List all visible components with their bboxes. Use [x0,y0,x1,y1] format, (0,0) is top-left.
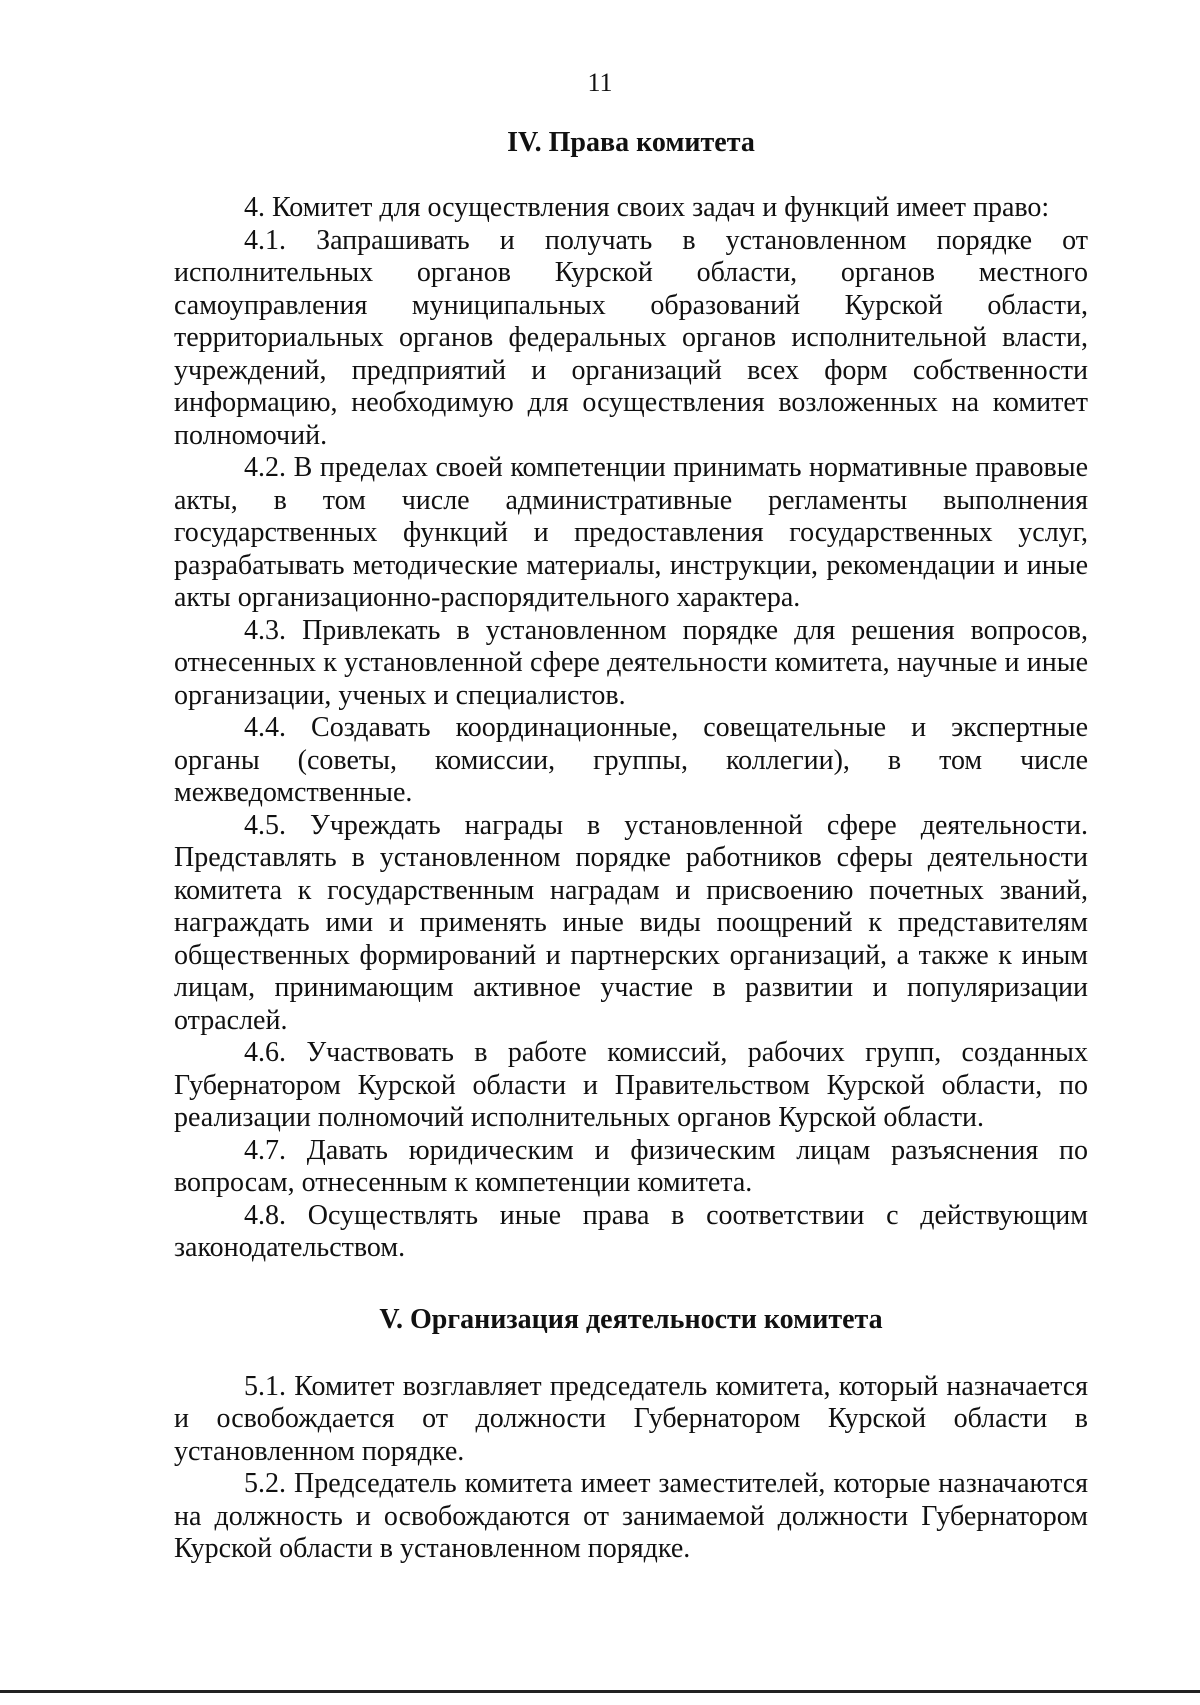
paragraph-4-5: 4.5. Учреждать награды в установленной сфере деятельности. Представлять в установленном порядке работников сферы деятельности комитета к государственным наградам и присвоению почетных званий, награждать ими и применять иные виды поощрений к представителям общественных формирований и партнерских организаций, а также к иным лицам, принимающим активное участие в развитии и популяризации отраслей. [174,809,1088,1036]
section-4-title: IV. Права комитета [507,127,755,158]
paragraph-4-8: 4.8. Осуществлять иные права в соответствии с действующим законодательством. [174,1199,1088,1263]
section-5-title: V. Организация деятельности комитета [379,1303,883,1335]
paragraph-5-1: 5.1. Комитет возглавляет председатель комитета, который назначается и освобождается от должности Губернатором Курской области в установленном порядке. [174,1370,1088,1467]
paragraph-4-1: 4.1. Запрашивать и получать в установленном порядке от исполнительных органов Курской области, органов местного самоуправления муниципальных образований Курской области, территориальных органов федеральных органов исполнительной власти, учреждений, предприятий и организаций всех форм собственности информацию, необходимую для осуществления возложенных на комитет полномочий. [174,224,1088,451]
paragraph-4-7: 4.7. Давать юридическим и физическим лицам разъяснения по вопросам, отнесенным к компетенции комитета. [174,1134,1088,1198]
paragraph-4: 4. Комитет для осуществления своих задач и функций имеет право: [244,192,1050,223]
paragraph-4-4: 4.4. Создавать координационные, совещательные и экспертные органы (советы, комиссии, группы, коллегии), в том числе межведомственные. [174,712,1088,808]
paragraph-5-2: 5.2. Председатель комитета имеет заместителей, которые назначаются на должность и освобождаются от занимаемой должности Губернатором Курской области в установленном порядке. [174,1468,1088,1564]
bottom-edge-line [0,1690,1200,1693]
paragraph-4-3: 4.3. Привлекать в установленном порядке для решения вопросов, отнесенных к установленной сфере деятельности комитета, научные и иные организации, ученых и специалистов. [174,614,1088,711]
paragraph-4-2: 4.2. В пределах своей компетенции принимать нормативные правовые акты, в том числе административные регламенты выполнения государственных функций и предоставления государственных услуг, разрабатывать методические материалы, инструкции, рекомендации и иные акты организационно-распорядительного характера. [174,452,1088,613]
paragraph-4-6: 4.6. Участвовать в работе комиссий, рабочих групп, созданных Губернатором Курской области и Правительством Курской области, по реализации полномочий исполнительных органов Курской области. [174,1037,1088,1133]
document-body [174,118,1088,1566]
page-number: 11 [587,68,613,97]
